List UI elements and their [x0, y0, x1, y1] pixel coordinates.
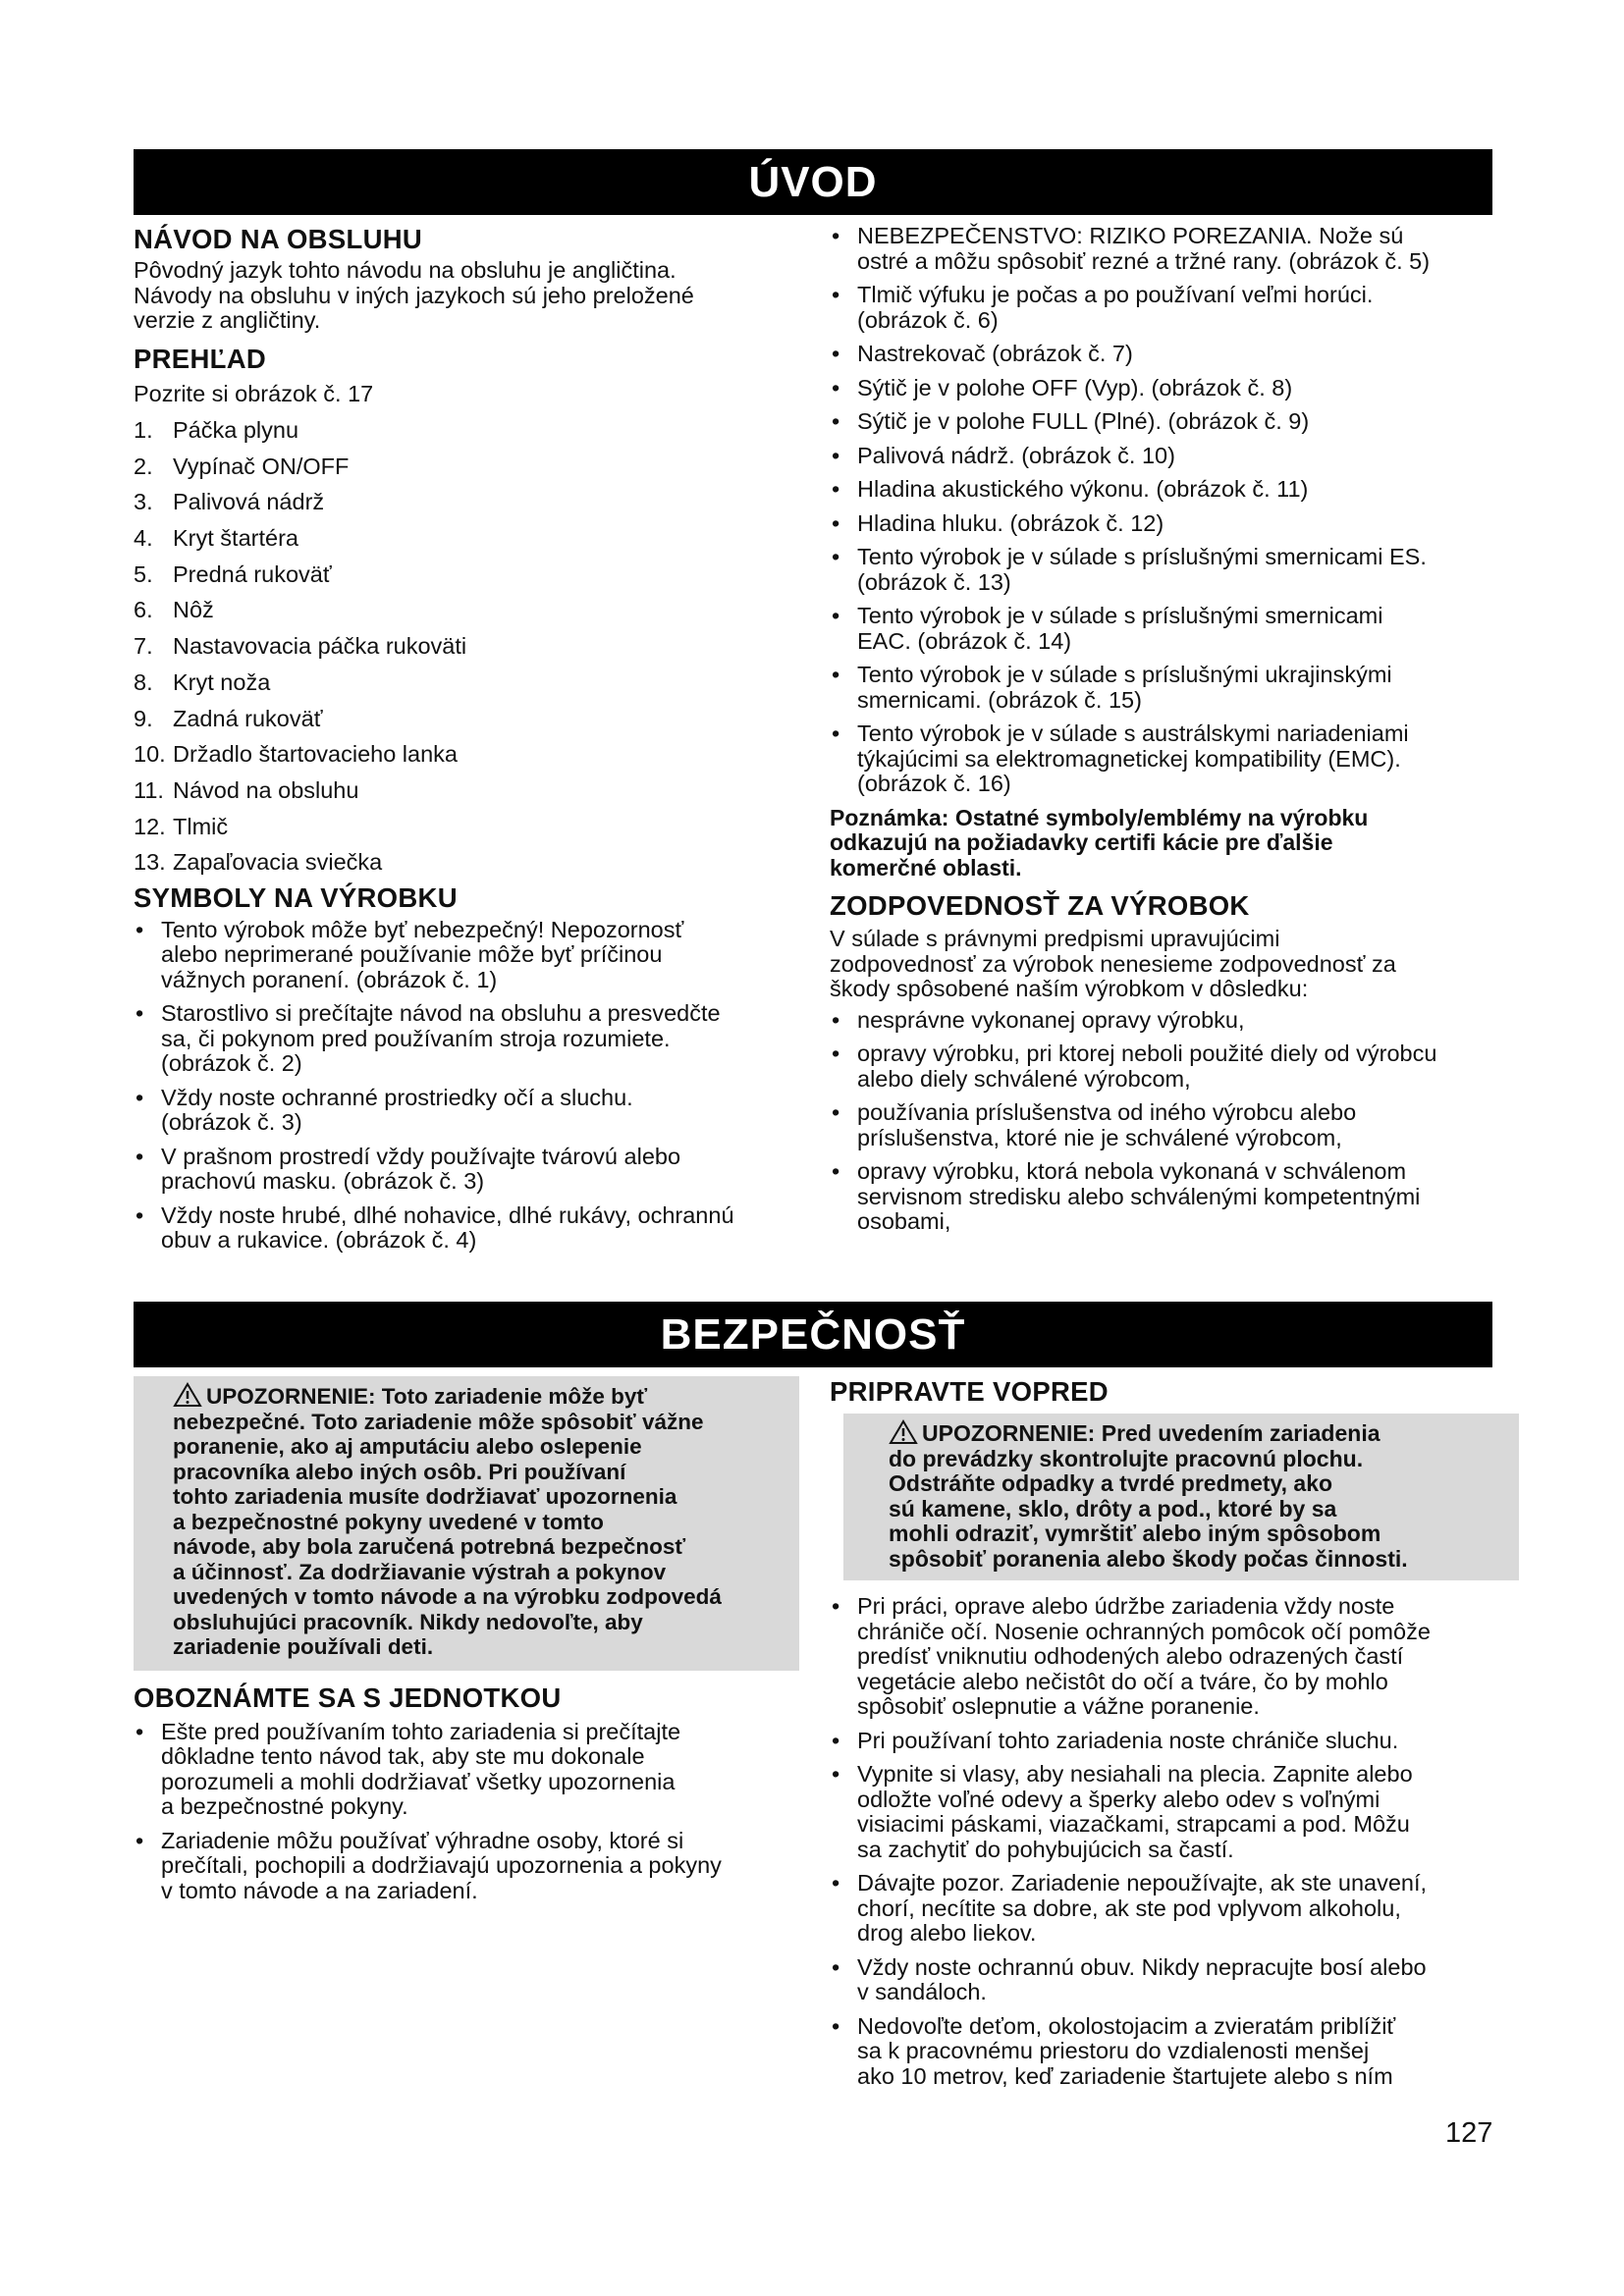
list-item: • opravy výrobku, ktorá nebola vykonaná v schválenom servisnom stredisku alebo schválenými kompetentnými osobami, [830, 1159, 1507, 1235]
list-item: • Zariadenie môžu používať výhradne osoby, ktoré si prečítali, pochopili a dodržiavajú upozornenia a pokyny v tomto návode a na zariadení. [134, 1829, 799, 1904]
manual-heading: NÁVOD NA OBSLUHU [134, 224, 423, 254]
list-item: • opravy výrobku, pri ktorej neboli použité diely od výrobcu alebo diely schválené výrobcom, [830, 1041, 1507, 1092]
list-item: • V prašnom prostredí vždy používajte tvárovú alebo prachovú masku. (obrázok č. 3) [134, 1145, 801, 1195]
intro-left-column [134, 224, 801, 1262]
know-unit-heading: OBOZNÁMTE SA S JEDNOTKOU [134, 1682, 562, 1713]
list-item: • Pri používaní tohto zariadenia noste chrániče sluchu. [830, 1729, 1507, 1754]
list-item: 12. Tlmič [134, 813, 229, 839]
know-unit-list [134, 1720, 799, 1904]
list-item: • Dávajte pozor. Zariadenie nepoužívajte, ak ste unavení, chorí, necítite sa dobre, ak ste pod vplyvom alkoholu, drog alebo liekov. [830, 1871, 1507, 1947]
list-item: 1. Páčka plynu [134, 417, 299, 443]
symbols-list-left [134, 918, 801, 1254]
list-item: • Tento výrobok je v súlade s príslušnými smernicami ES. (obrázok č. 13) [830, 545, 1507, 595]
list-item: • Vždy noste ochrannú obuv. Nikdy nepracujte bosí alebo v sandáloch. [830, 1955, 1507, 2005]
list-item: 9. Zadná rukoväť [134, 705, 323, 731]
safety-right-column [830, 1376, 1507, 2098]
list-item: • Tlmič výfuku je počas a po používaní veľmi horúci. (obrázok č. 6) [830, 283, 1507, 333]
page-number: 127 [1445, 2117, 1493, 2149]
list-item: • Pri práci, oprave alebo údržbe zariadenia vždy noste chrániče očí. Nosenie ochranných pomôcok očí pomôže predísť vniknutiu odhodených alebo odrazených častí vegetácie alebo nečistôt do očí a tváre, čo by mohlo spôsobiť oslepnutie a vážne poranenie. [830, 1594, 1507, 1720]
section-bar-safety: BEZPEČNOSŤ [134, 1302, 1492, 1367]
overview-list [134, 418, 801, 876]
list-item: 3. Palivová nádrž [134, 489, 325, 515]
list-item: 4. Kryt štartéra [134, 525, 298, 552]
warning-icon [173, 1382, 202, 1408]
list-item: 5. Predná rukoväť [134, 561, 332, 587]
warning-icon [889, 1419, 918, 1445]
list-item: • Vypnite si vlasy, aby nesiahali na plecia. Zapnite alebo odložte voľné odevy a šperky alebo odev s voľnými visiacimi páskami, viazačkami, strapcami a pod. Môžu sa zachytiť do pohybujúcich sa častí. [830, 1762, 1507, 1862]
liability-intro: V súlade s právnymi predpismi upravujúcimi zodpovednosť za výrobok nenesieme zodpovednosť za škody spôsobené naším výrobkom v dôsledku: [830, 926, 1396, 1001]
warning-box-right: UPOZORNENIE: Pred uvedením zariadenia do prevádzky skontrolujte pracovnú plochu. Odstráňte odpadky a tvrdé predmety, ako sú kamene, sklo, drôty a pod., ktoré by sa mohli odraziť, vymrštiť alebo iným spôsobom spôsobiť poranenia alebo škody počas činnosti. [843, 1414, 1519, 1580]
list-item: • používania príslušenstva od iného výrobcu alebo príslušenstva, ktoré nie je schválené výrobcom, [830, 1100, 1507, 1150]
list-item: 6. Nôž [134, 597, 214, 623]
safety-left-column [134, 1376, 799, 1912]
list-item: • Hladina akustického výkonu. (obrázok č. 11) [830, 477, 1507, 503]
list-item: • nesprávne vykonanej opravy výrobku, [830, 1008, 1507, 1034]
list-item: • Tento výrobok môže byť nebezpečný! Nepozornosť alebo neprimerané používanie môže byť príčinou vážnych poranení. (obrázok č. 1) [134, 918, 801, 993]
list-item: • Palivová nádrž. (obrázok č. 10) [830, 444, 1507, 469]
list-item: • Hladina hluku. (obrázok č. 12) [830, 511, 1507, 537]
list-item: • Sýtič je v polohe FULL (Plné). (obrázok č. 9) [830, 409, 1507, 435]
list-item: • Ešte pred používaním tohto zariadenia si prečítajte dôkladne tento návod tak, aby ste mu dokonale porozumeli a mohli dodržiavať všetky upozornenia a bezpečnostné pokyny. [134, 1720, 799, 1820]
manual-text: Pôvodný jazyk tohto návodu na obsluhu je angličtina. Návody na obsluhu v iných jazykoch sú jeho preložené verzie z angličtiny. [134, 257, 694, 333]
list-item: • Starostlivo si prečítajte návod na obsluhu a presvedčte sa, či pokynom pred používaním stroja rozumiete. (obrázok č. 2) [134, 1001, 801, 1077]
symbols-list-right [830, 224, 1507, 797]
overview-heading: PREHĽAD [134, 343, 267, 374]
list-item: • Tento výrobok je v súlade s príslušnými smernicami EAC. (obrázok č. 14) [830, 604, 1507, 654]
symbols-note: Poznámka: Ostatné symboly/emblémy na výrobku odkazujú na požiadavky certifi kácie pre ďalšie komerčné oblasti. [830, 804, 1369, 881]
prepare-list [830, 1594, 1507, 2089]
list-item: • Nastrekovač (obrázok č. 7) [830, 342, 1507, 367]
warning-box-left: UPOZORNENIE: Toto zariadenie môže byť nebezpečné. Toto zariadenie môže spôsobiť vážne poranenie, ako aj amputáciu alebo oslepenie pracovníka alebo iných osôb. Pri používaní tohto zariadenia musíte dodržiavať upozornenia a bezpečnostné pokyny uvedené v tomto návode, aby bola zaručená potrebná bezpečnosť a účinnosť. Za dodržiavanie výstrah a pokynov uvedených v tomto návode a na výrobku zodpovedá obsluhujúci pracovník. Nikdy nedovoľte, aby zariadenie používali deti. [134, 1376, 799, 1671]
liability-heading: ZODPOVEDNOSŤ ZA VÝROBOK [830, 890, 1250, 921]
overview-ref: Pozrite si obrázok č. 17 [134, 380, 374, 406]
list-item: • Nedovoľte deťom, okolostojacim a zvieratám priblížiť sa k pracovnému priestoru do vzdialenosti menšej ako 10 metrov, keď zariadenie štartujete alebo s ním [830, 2014, 1507, 2090]
list-item: 7. Nastavovacia páčka rukoväti [134, 633, 467, 660]
list-item: • Tento výrobok je v súlade s príslušnými ukrajinskými smernicami. (obrázok č. 15) [830, 663, 1507, 713]
list-item: • Vždy noste hrubé, dlhé nohavice, dlhé rukávy, ochrannú obuv a rukavice. (obrázok č. 4) [134, 1203, 801, 1254]
list-item: 10. Držadlo štartovacieho lanka [134, 741, 458, 768]
intro-right-column [830, 224, 1507, 1244]
liability-list [830, 1008, 1507, 1235]
prepare-heading: PRIPRAVTE VOPRED [830, 1376, 1109, 1407]
symbols-heading: SYMBOLY NA VÝROBKU [134, 881, 458, 913]
list-item: 8. Kryt noža [134, 668, 271, 695]
list-item: • Tento výrobok je v súlade s austrálskymi nariadeniami týkajúcimi sa elektromagnetickej kompatibility (EMC). (obrázok č. 16) [830, 721, 1507, 797]
list-item: 2. Vypínač ON/OFF [134, 453, 350, 479]
list-item: • Vždy noste ochranné prostriedky očí a sluchu. (obrázok č. 3) [134, 1086, 801, 1136]
section-bar-intro: ÚVOD [134, 149, 1492, 215]
list-item: 13. Zapaľovacia sviečka [134, 849, 383, 876]
list-item: 11. Návod na obsluhu [134, 776, 359, 803]
list-item: • Sýtič je v polohe OFF (Vyp). (obrázok č. 8) [830, 376, 1507, 401]
list-item: • NEBEZPEČENSTVO: RIZIKO POREZANIA. Nože sú ostré a môžu spôsobiť rezné a tržné rany. (obrázok č. 5) [830, 224, 1507, 274]
